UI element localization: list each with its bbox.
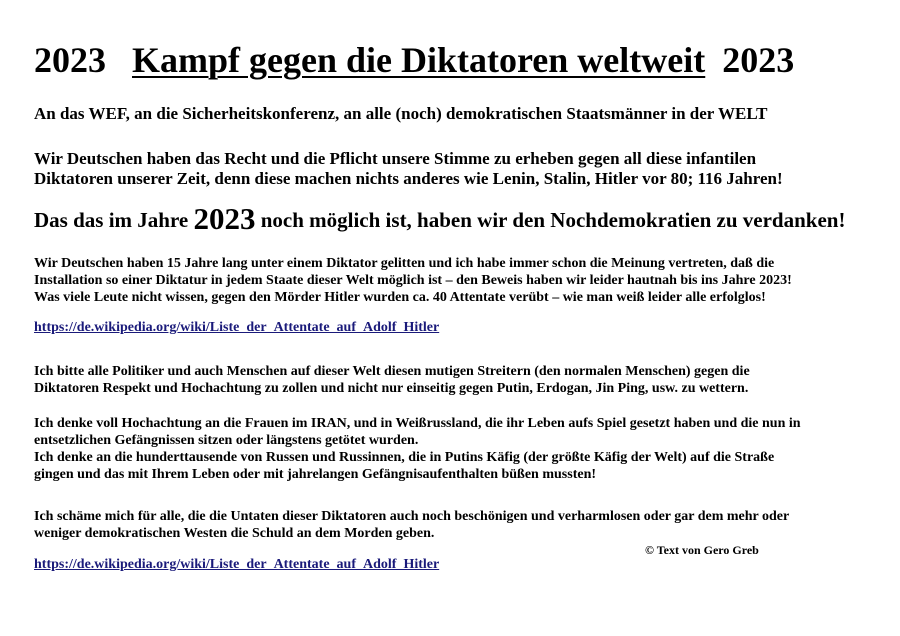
statement-year: 2023 bbox=[193, 201, 256, 236]
address-line: An das WEF, an die Sicherheitskonferenz, an alle (noch) demokratischen Staatsmänner in der WELT bbox=[34, 104, 768, 123]
para5-line2: weniger demokratischen Westen die Schuld an dem Morden geben. bbox=[34, 526, 435, 541]
para2-line3: Was viele Leute nicht wissen, gegen den Mörder Hitler wurden ca. 40 Attentate verübt – wie man weiß leider alle erfolglos! bbox=[34, 290, 766, 305]
para3-line1: Ich bitte alle Politiker und auch Menschen auf dieser Welt diesen mutigen Streitern (den normalen Menschen) gegen die bbox=[34, 364, 750, 379]
para4-line4: gingen und das mit Ihrem Leben oder mit jahrelangen Gefängnisaufenthalten büßen mussten! bbox=[34, 467, 597, 482]
para4-line1: Ich denke voll Hochachtung an die Frauen im IRAN, und in Weißrussland, die ihr Leben aufs Spiel gesetzt haben und die nun in bbox=[34, 416, 801, 431]
title-year-left: 2023 bbox=[34, 40, 106, 80]
para4-line2: entsetzlichen Gefängnissen sitzen oder längstens getötet wurden. bbox=[34, 433, 419, 448]
statement-line bbox=[34, 201, 846, 236]
para3-line2: Diktatoren Respekt und Hochachtung zu zollen und nicht nur einseitig gegen Putin, Erdogan, Jin Ping, usw. zu wettern. bbox=[34, 381, 749, 396]
title-text: Kampf gegen die Diktatoren weltweit bbox=[132, 40, 706, 80]
para4-line3: Ich denke an die hunderttausende von Russen und Russinnen, die in Putins Käfig (der größte Käfig der Welt) auf die Straße bbox=[34, 450, 775, 465]
wikipedia-link-1[interactable]: https://de.wikipedia.org/wiki/Liste_der_Attentate_auf_Adolf_Hitler bbox=[34, 320, 440, 335]
title-year-right: 2023 bbox=[722, 40, 795, 80]
para2-line2: Installation so einer Diktatur in jedem Staate dieser Welt möglich ist – den Beweis haben wir leider hautnah bis ins Jahre 2023! bbox=[34, 273, 792, 288]
statement-after: noch möglich ist, haben wir den Nochdemokratien zu verdanken! bbox=[255, 208, 846, 232]
wikipedia-link-2[interactable]: https://de.wikipedia.org/wiki/Liste_der_Attentate_auf_Adolf_Hitler bbox=[34, 557, 440, 572]
statement-before: Das das im Jahre bbox=[34, 208, 194, 232]
para2-line1: Wir Deutschen haben 15 Jahre lang unter einem Diktator gelitten und ich habe immer schon die Meinung vertreten, daß die bbox=[34, 256, 775, 271]
page-title bbox=[34, 38, 794, 82]
para5-line1: Ich schäme mich für alle, die die Untaten dieser Diktatoren auch noch beschönigen und verharmlosen oder gar dem mehr oder bbox=[34, 509, 790, 524]
copyright-note: © Text von Gero Greb bbox=[645, 543, 759, 557]
para1-line1: Wir Deutschen haben das Recht und die Pflicht unsere Stimme zu erheben gegen all diese infantilen bbox=[34, 149, 757, 168]
para1-line2: Diktatoren unserer Zeit, denn diese machen nichts anderes wie Lenin, Stalin, Hitler vor 80; 116 Jahren! bbox=[34, 169, 783, 188]
